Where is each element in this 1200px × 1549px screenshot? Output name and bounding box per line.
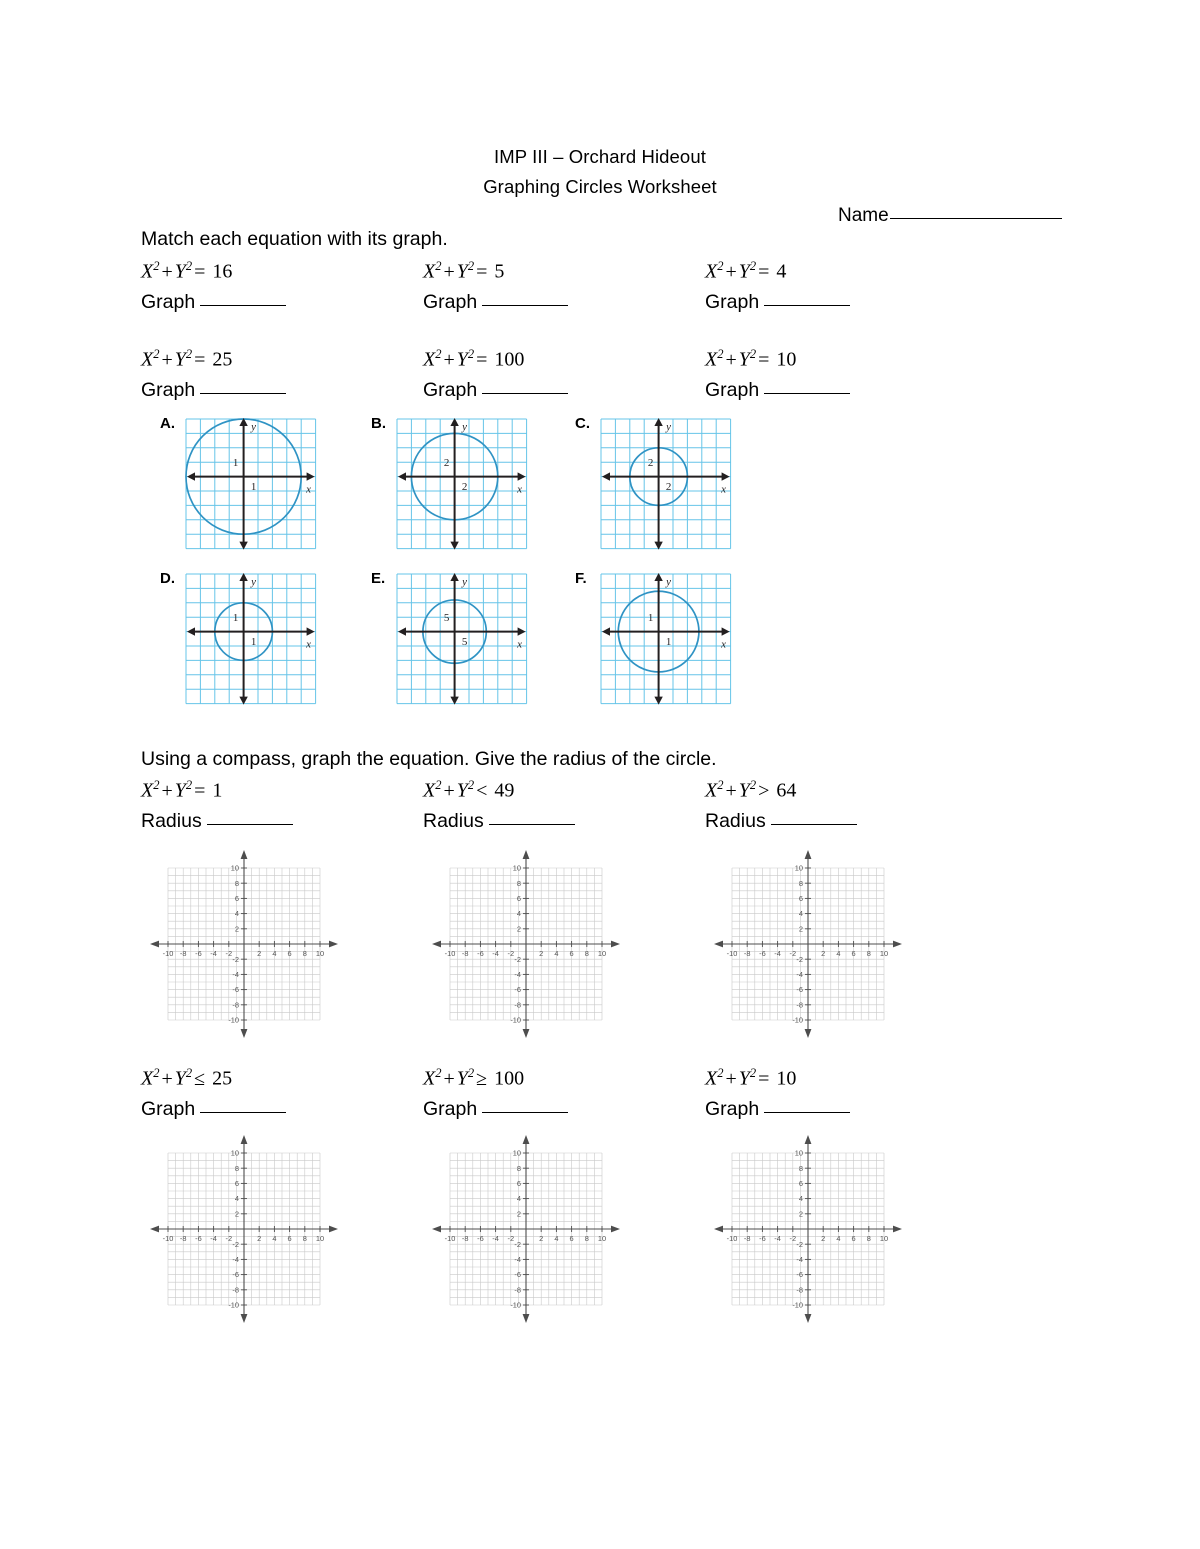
equation-10-relation: ≤ — [194, 1067, 206, 1090]
graph-answer-6-rule[interactable] — [764, 393, 850, 394]
grid-4-x-tick-10: 10 — [315, 1234, 325, 1243]
grid-6-x-tick--6: -6 — [759, 1234, 766, 1243]
grid-2-x-tick--4: -4 — [492, 949, 499, 958]
graph-e-y-tick-label: 5 — [443, 612, 450, 625]
figure-label-b: B. — [371, 415, 386, 432]
grid-3-x-tick--2: -2 — [789, 949, 797, 958]
grid-6-x-tick-2: 2 — [821, 1234, 826, 1243]
grid-1-y-tick--2: -2 — [232, 954, 239, 964]
blank-grid-6[interactable] — [710, 1131, 906, 1332]
graph-answer-3-label: Graph — [705, 291, 760, 313]
grid-4-x-tick-8: 8 — [302, 1234, 307, 1243]
grid-1-y-tick-6: 6 — [234, 894, 239, 903]
grid-1-y-tick--6: -6 — [232, 985, 239, 995]
blank-grid-svg-5[interactable] — [428, 1131, 624, 1327]
graph-a-x-tick-label: 1 — [250, 480, 257, 493]
grid-5-y-tick-2: 2 — [516, 1209, 521, 1219]
grid-3-y-tick-6: 6 — [798, 894, 803, 903]
grid-3-x-tick--4: -4 — [774, 949, 781, 958]
grid-3-x-tick--6: -6 — [759, 949, 766, 958]
grid-2-y-tick--2: -2 — [514, 954, 521, 964]
grid-3-y-tick--4: -4 — [796, 970, 803, 979]
grid-5-x-tick--8: -8 — [461, 1234, 469, 1243]
graph-d-x-axis-label: x — [306, 638, 312, 651]
grid-1-y-tick-10: 10 — [230, 863, 239, 873]
equation-6: $X^2 + Y^2 = 10$ — [705, 347, 797, 371]
blank-grid-svg-4[interactable] — [146, 1131, 342, 1327]
graph-f-y-axis-label: y — [666, 575, 672, 588]
grid-4-x-tick-4: 4 — [272, 1234, 277, 1243]
graph-c-x-tick-label: 2 — [665, 480, 672, 493]
grid-4-y-tick--6: -6 — [232, 1270, 239, 1280]
grid-5-y-tick-6: 6 — [516, 1179, 521, 1188]
graph-answer-5[interactable] — [423, 379, 568, 402]
graph-answer-9-label: Graph — [705, 1098, 760, 1120]
equation-1: $X^2 + Y^2 = 16$ — [141, 259, 233, 283]
graph-d-svg — [184, 572, 318, 706]
graph-answer-9[interactable] — [705, 1098, 850, 1121]
graph-c-y-axis-label: y — [666, 420, 672, 433]
grid-5-y-tick--10: -10 — [510, 1300, 521, 1310]
blank-grid-3[interactable] — [710, 846, 906, 1047]
graph-b-svg — [395, 417, 529, 551]
graph-f-x-axis-label: x — [721, 638, 727, 651]
grid-3-x-tick-10: 10 — [879, 949, 889, 958]
graph-answer-7-rule[interactable] — [200, 1112, 286, 1113]
graph-e-x-axis-label: x — [517, 638, 523, 651]
grid-2-y-tick--8: -8 — [514, 1000, 521, 1010]
graph-answer-1[interactable] — [141, 291, 286, 314]
section2-instruction: Using a compass, graph the equation. Give the radius of the circle. — [141, 748, 717, 770]
grid-5-y-tick--6: -6 — [514, 1270, 521, 1280]
equation-12: $X^2 + Y^2 = 10$ — [705, 1066, 797, 1090]
grid-1-x-tick--8: -8 — [179, 949, 187, 958]
graph-b-x-axis-label: x — [517, 483, 523, 496]
grid-4-x-tick--6: -6 — [195, 1234, 202, 1243]
grid-1-x-tick-10: 10 — [315, 949, 325, 958]
graph-c-y-tick-label: 2 — [647, 457, 654, 470]
equation-12-value: 10 — [776, 1067, 797, 1090]
equation-9-relation: > — [758, 779, 770, 802]
grid-5-y-tick--2: -2 — [514, 1239, 521, 1249]
grid-6-x-tick-6: 6 — [851, 1234, 856, 1243]
grid-6-y-tick--10: -10 — [792, 1300, 803, 1310]
graph-c-x-axis-label: x — [721, 483, 727, 496]
grid-6-y-tick--8: -8 — [796, 1285, 803, 1295]
radius-answer-2[interactable] — [423, 810, 575, 833]
blank-grid-svg-2[interactable] — [428, 846, 624, 1042]
grid-4-x-tick--4: -4 — [210, 1234, 217, 1243]
graph-answer-5-label: Graph — [423, 379, 478, 401]
graph-answer-6-label: Graph — [705, 379, 760, 401]
graph-f-y-tick-label: 1 — [647, 612, 654, 625]
equation-1-value: 16 — [212, 260, 233, 283]
figure-label-e: E. — [371, 570, 386, 587]
equation-1-relation: = — [194, 260, 206, 283]
grid-6-y-tick-10: 10 — [794, 1148, 803, 1158]
graph-answer-8-rule[interactable] — [482, 1112, 568, 1113]
graph-f-x-tick-label: 1 — [665, 635, 672, 648]
equation-2: $X^2 + Y^2 = 5$ — [423, 259, 505, 283]
graph-c-svg — [599, 417, 733, 551]
grid-5-y-tick-4: 4 — [516, 1194, 521, 1204]
grid-6-x-tick-4: 4 — [836, 1234, 841, 1243]
grid-5-x-tick-4: 4 — [554, 1234, 559, 1243]
grid-4-y-tick-10: 10 — [230, 1148, 239, 1158]
grid-1-y-tick--4: -4 — [232, 970, 239, 979]
grid-1-y-tick-4: 4 — [234, 909, 239, 919]
equation-4: $X^2 + Y^2 = 25$ — [141, 347, 233, 371]
grid-2-x-tick--6: -6 — [477, 949, 484, 958]
grid-2-y-tick-2: 2 — [516, 924, 521, 934]
grid-1-y-tick-8: 8 — [234, 878, 239, 888]
graph-answer-3-rule[interactable] — [764, 305, 850, 306]
grid-3-x-tick-2: 2 — [821, 949, 826, 958]
equation-3-value: 4 — [776, 260, 787, 283]
equation-8-value: 49 — [494, 779, 515, 802]
equation-6-value: 10 — [776, 348, 797, 371]
equation-9: $X^2 + Y^2 > 64$ — [705, 778, 797, 802]
graph-a-y-axis-label: y — [251, 420, 257, 433]
graph-a-y-tick-label: 1 — [232, 457, 239, 470]
grid-2-y-tick-4: 4 — [516, 909, 521, 919]
grid-5-y-tick--8: -8 — [514, 1285, 521, 1295]
equation-4-value: 25 — [212, 348, 233, 371]
grid-4-x-tick--8: -8 — [179, 1234, 187, 1243]
grid-5-x-tick-6: 6 — [569, 1234, 574, 1243]
grid-2-x-tick--8: -8 — [461, 949, 469, 958]
radius-answer-1[interactable] — [141, 810, 293, 833]
grid-6-y-tick-6: 6 — [798, 1179, 803, 1188]
graph-answer-8-label: Graph — [423, 1098, 478, 1120]
grid-6-x-tick-10: 10 — [879, 1234, 889, 1243]
grid-3-y-tick--6: -6 — [796, 985, 803, 995]
equation-5-value: 100 — [494, 348, 525, 371]
grid-1-y-tick--10: -10 — [228, 1015, 239, 1025]
graph-answer-9-rule[interactable] — [764, 1112, 850, 1113]
graph-e-plot — [395, 572, 529, 711]
blank-grid-svg-6[interactable] — [710, 1131, 906, 1327]
blank-grid-2[interactable] — [428, 846, 624, 1047]
graph-e-x-tick-label: 5 — [461, 635, 468, 648]
radius-answer-2-rule[interactable] — [489, 824, 575, 825]
graph-a-plot — [184, 417, 318, 556]
grid-3-x-tick-6: 6 — [851, 949, 856, 958]
blank-grid-svg-3[interactable] — [710, 846, 906, 1042]
grid-6-y-tick-2: 2 — [798, 1209, 803, 1219]
grid-5-x-tick-2: 2 — [539, 1234, 544, 1243]
grid-4-x-tick-2: 2 — [257, 1234, 262, 1243]
grid-5-x-tick-10: 10 — [597, 1234, 607, 1243]
graph-b-y-tick-label: 2 — [443, 457, 450, 470]
grid-4-y-tick--4: -4 — [232, 1255, 239, 1264]
worksheet-title-line-1: IMP III – Orchard Hideout — [494, 146, 706, 167]
figure-label-d: D. — [160, 570, 175, 587]
equation-2-value: 5 — [494, 260, 505, 283]
worksheet-header — [0, 142, 1200, 202]
figure-label-f: F. — [575, 570, 587, 587]
equation-3: $X^2 + Y^2 = 4$ — [705, 259, 787, 283]
grid-3-y-tick-10: 10 — [794, 863, 803, 873]
grid-3-y-tick-4: 4 — [798, 909, 803, 919]
grid-5-y-tick--4: -4 — [514, 1255, 521, 1264]
graph-a-x-axis-label: x — [306, 483, 312, 496]
blank-grid-1[interactable] — [146, 846, 342, 1047]
name-blank-rule[interactable] — [890, 218, 1062, 219]
grid-2-y-tick-6: 6 — [516, 894, 521, 903]
grid-1-y-tick-2: 2 — [234, 924, 239, 934]
equation-10: $X^2 + Y^2 \le 25$ — [141, 1066, 233, 1090]
grid-2-x-tick--10: -10 — [444, 949, 456, 958]
radius-answer-3-label: Radius — [705, 810, 766, 832]
grid-3-y-tick--10: -10 — [792, 1015, 803, 1025]
grid-3-x-tick--10: -10 — [726, 949, 738, 958]
equation-3-relation: = — [758, 260, 770, 283]
equation-5: $X^2 + Y^2 = 100$ — [423, 347, 525, 371]
graph-b-plot — [395, 417, 529, 556]
graph-answer-5-rule[interactable] — [482, 393, 568, 394]
graph-answer-2-rule[interactable] — [482, 305, 568, 306]
grid-2-y-tick-10: 10 — [512, 863, 521, 873]
grid-2-y-tick--4: -4 — [514, 970, 521, 979]
graph-d-plot — [184, 572, 318, 711]
equation-7-value: 1 — [212, 779, 223, 802]
equation-2-relation: = — [476, 260, 488, 283]
grid-2-x-tick-2: 2 — [539, 949, 544, 958]
grid-4-x-tick-6: 6 — [287, 1234, 292, 1243]
radius-answer-3-rule[interactable] — [771, 824, 857, 825]
grid-6-x-tick--8: -8 — [743, 1234, 751, 1243]
grid-5-x-tick--4: -4 — [492, 1234, 499, 1243]
graph-answer-6[interactable] — [705, 379, 850, 402]
grid-3-y-tick--8: -8 — [796, 1000, 803, 1010]
grid-3-x-tick--8: -8 — [743, 949, 751, 958]
radius-answer-1-rule[interactable] — [207, 824, 293, 825]
graph-answer-2[interactable] — [423, 291, 568, 314]
grid-6-x-tick--10: -10 — [726, 1234, 738, 1243]
radius-answer-3[interactable] — [705, 810, 857, 833]
graph-answer-1-rule[interactable] — [200, 305, 286, 306]
graph-d-y-axis-label: y — [251, 575, 257, 588]
grid-5-y-tick-8: 8 — [516, 1163, 521, 1173]
graph-b-x-tick-label: 2 — [461, 480, 468, 493]
graph-answer-8[interactable] — [423, 1098, 568, 1121]
figure-label-c: C. — [575, 415, 590, 432]
equation-6-relation: = — [758, 348, 770, 371]
grid-4-x-tick--10: -10 — [162, 1234, 174, 1243]
graph-e-y-axis-label: y — [462, 575, 468, 588]
radius-answer-2-label: Radius — [423, 810, 484, 832]
figure-label-a: A. — [160, 415, 175, 432]
grid-3-y-tick-2: 2 — [798, 924, 803, 934]
grid-5-x-tick--10: -10 — [444, 1234, 456, 1243]
grid-4-y-tick--2: -2 — [232, 1239, 239, 1249]
graph-answer-4-rule[interactable] — [200, 393, 286, 394]
grid-6-x-tick--2: -2 — [789, 1234, 797, 1243]
section1-instruction: Match each equation with its graph. — [141, 228, 448, 250]
grid-1-x-tick-8: 8 — [302, 949, 307, 958]
graph-e-svg — [395, 572, 529, 706]
grid-5-y-tick-10: 10 — [512, 1148, 521, 1158]
blank-grid-5[interactable] — [428, 1131, 624, 1332]
grid-6-y-tick-8: 8 — [798, 1163, 803, 1173]
grid-4-y-tick-8: 8 — [234, 1163, 239, 1173]
graph-d-y-tick-label: 1 — [232, 612, 239, 625]
grid-5-x-tick-8: 8 — [584, 1234, 589, 1243]
equation-9-value: 64 — [776, 779, 797, 802]
equation-11-value: 100 — [494, 1067, 525, 1090]
graph-f-svg — [599, 572, 733, 706]
equation-11: $X^2 + Y^2 \ge 100$ — [423, 1066, 525, 1090]
equation-4-relation: = — [194, 348, 206, 371]
grid-4-y-tick-4: 4 — [234, 1194, 239, 1204]
grid-5-x-tick--6: -6 — [477, 1234, 484, 1243]
graph-b-y-axis-label: y — [462, 420, 468, 433]
grid-5-x-tick--2: -2 — [507, 1234, 515, 1243]
grid-6-y-tick-4: 4 — [798, 1194, 803, 1204]
equation-7-relation: = — [194, 779, 206, 802]
graph-d-x-tick-label: 1 — [250, 635, 257, 648]
equation-5-relation: = — [476, 348, 488, 371]
grid-2-x-tick-8: 8 — [584, 949, 589, 958]
grid-1-x-tick--2: -2 — [225, 949, 233, 958]
radius-answer-1-label: Radius — [141, 810, 202, 832]
grid-4-y-tick--8: -8 — [232, 1285, 239, 1295]
grid-6-x-tick-8: 8 — [866, 1234, 871, 1243]
grid-1-x-tick--4: -4 — [210, 949, 217, 958]
grid-1-x-tick--6: -6 — [195, 949, 202, 958]
equation-12-relation: = — [758, 1067, 770, 1090]
graph-answer-1-label: Graph — [141, 291, 196, 313]
graph-answer-7[interactable] — [141, 1098, 286, 1121]
grid-4-y-tick--10: -10 — [228, 1300, 239, 1310]
graph-c-plot — [599, 417, 733, 556]
graph-answer-2-label: Graph — [423, 291, 478, 313]
grid-3-y-tick-8: 8 — [798, 878, 803, 888]
name-field[interactable] — [838, 205, 1062, 227]
grid-3-y-tick--2: -2 — [796, 954, 803, 964]
worksheet-title-line-2: Graphing Circles Worksheet — [483, 176, 717, 197]
equation-8: $X^2 + Y^2 < 49$ — [423, 778, 515, 802]
grid-2-x-tick-10: 10 — [597, 949, 607, 958]
equation-8-relation: < — [476, 779, 488, 802]
grid-1-x-tick-4: 4 — [272, 949, 277, 958]
blank-grid-4[interactable] — [146, 1131, 342, 1332]
grid-1-x-tick-6: 6 — [287, 949, 292, 958]
grid-6-y-tick--2: -2 — [796, 1239, 803, 1249]
name-label: Name — [838, 205, 889, 226]
graph-answer-7-label: Graph — [141, 1098, 196, 1120]
grid-3-x-tick-8: 8 — [866, 949, 871, 958]
grid-1-x-tick-2: 2 — [257, 949, 262, 958]
graph-a-svg — [184, 417, 318, 551]
grid-4-y-tick-6: 6 — [234, 1179, 239, 1188]
graph-answer-3[interactable] — [705, 291, 850, 314]
grid-6-y-tick--6: -6 — [796, 1270, 803, 1280]
grid-2-y-tick-8: 8 — [516, 878, 521, 888]
grid-6-y-tick--4: -4 — [796, 1255, 803, 1264]
grid-2-y-tick--10: -10 — [510, 1015, 521, 1025]
grid-6-x-tick--4: -4 — [774, 1234, 781, 1243]
grid-2-x-tick-4: 4 — [554, 949, 559, 958]
graph-answer-4[interactable] — [141, 379, 286, 402]
grid-1-x-tick--10: -10 — [162, 949, 174, 958]
grid-4-x-tick--2: -2 — [225, 1234, 233, 1243]
graph-answer-4-label: Graph — [141, 379, 196, 401]
graph-f-plot — [599, 572, 733, 711]
grid-4-y-tick-2: 2 — [234, 1209, 239, 1219]
grid-3-x-tick-4: 4 — [836, 949, 841, 958]
grid-2-x-tick-6: 6 — [569, 949, 574, 958]
grid-2-x-tick--2: -2 — [507, 949, 515, 958]
equation-7: $X^2 + Y^2 = 1$ — [141, 778, 223, 802]
grid-1-y-tick--8: -8 — [232, 1000, 239, 1010]
equation-11-relation: ≥ — [476, 1067, 488, 1090]
grid-2-y-tick--6: -6 — [514, 985, 521, 995]
equation-10-value: 25 — [212, 1067, 233, 1090]
blank-grid-svg-1[interactable] — [146, 846, 342, 1042]
